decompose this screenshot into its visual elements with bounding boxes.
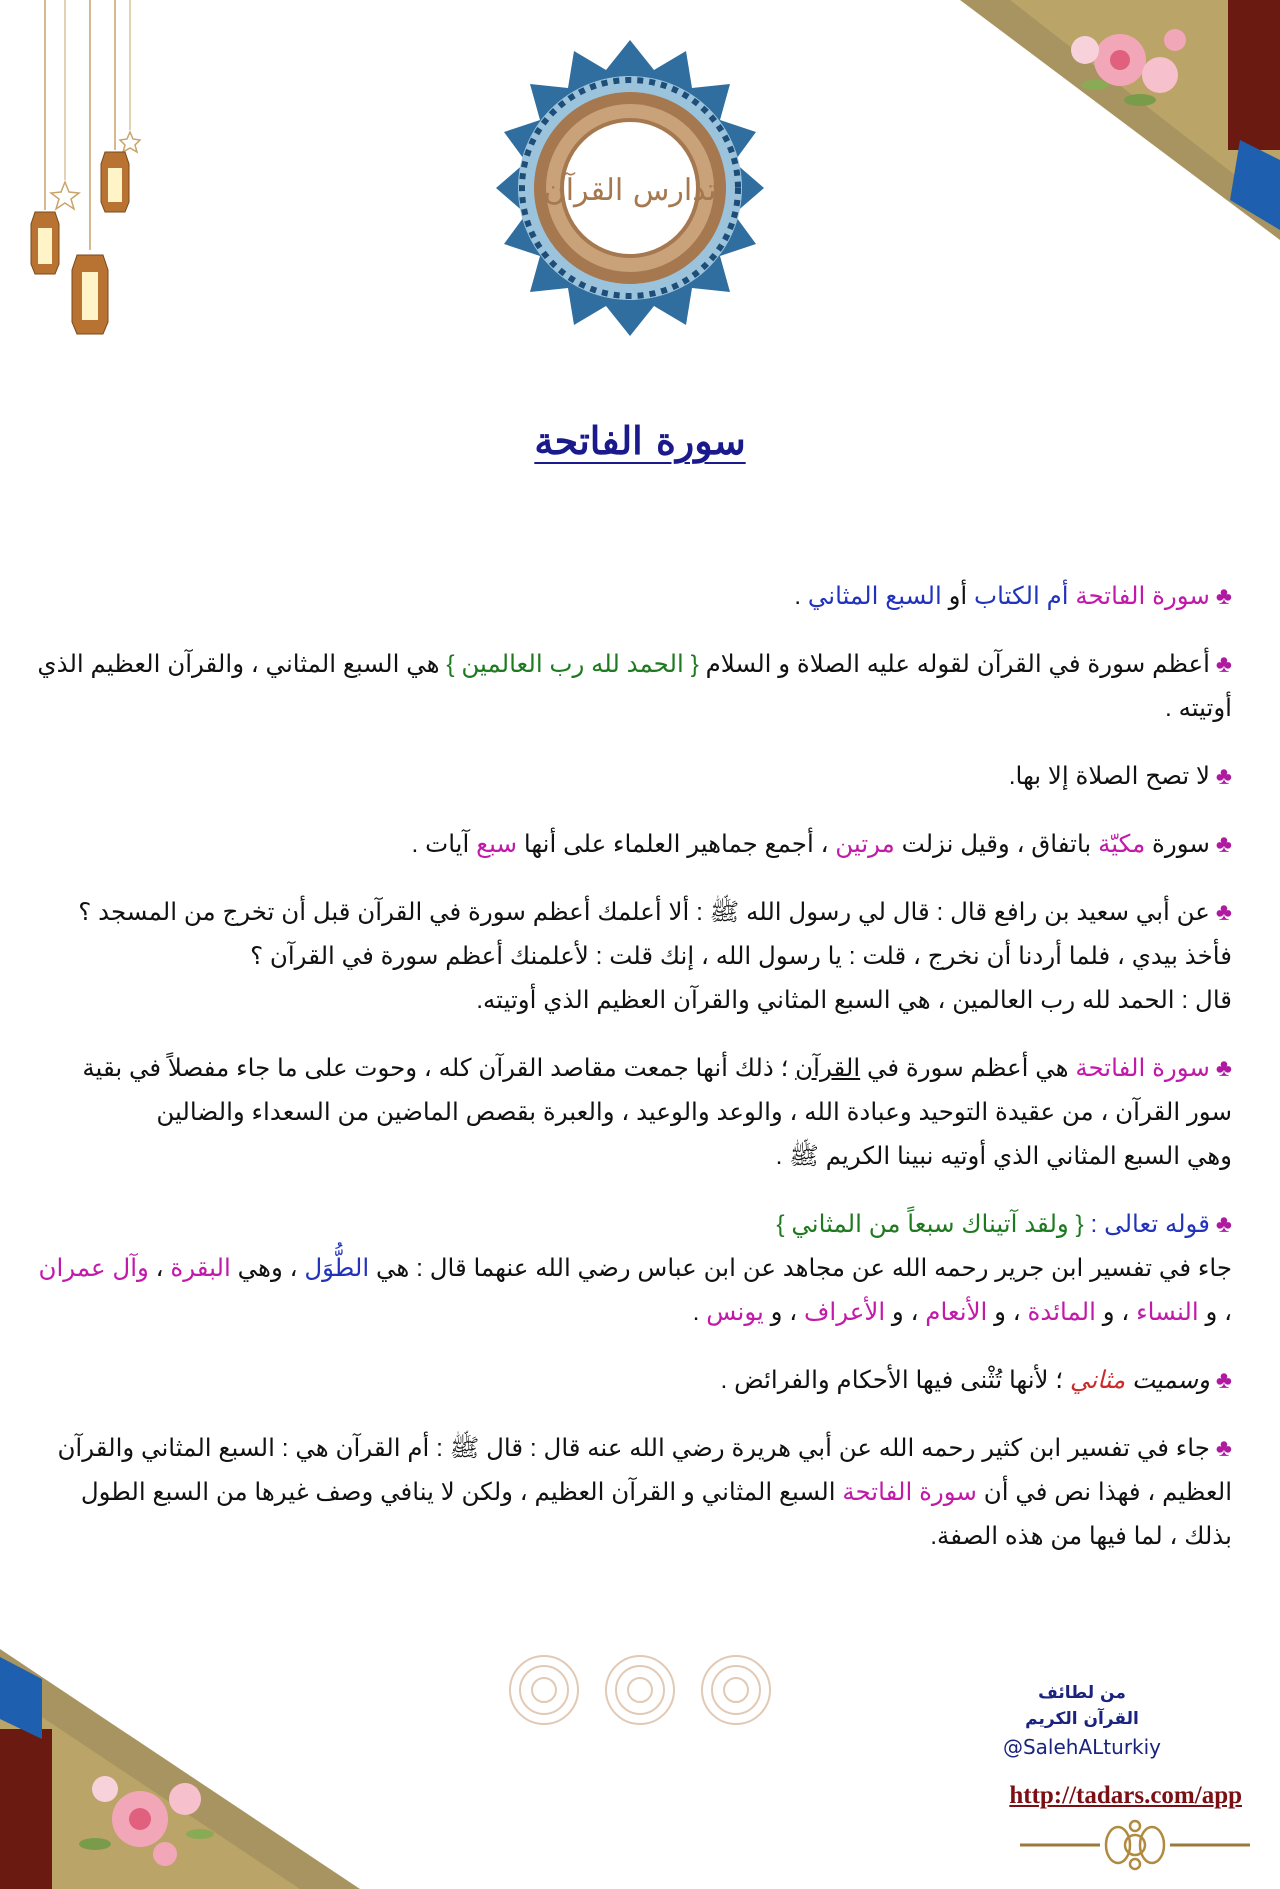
club-bullet-icon: ♣: [1215, 583, 1232, 610]
twitter-handle: @SalehALturkiy: [1002, 1735, 1162, 1759]
tadars-quran-medallion-logo: [480, 38, 780, 338]
website-link[interactable]: http://tadars.com/app: [1009, 1782, 1242, 1809]
club-bullet-icon: ♣: [1215, 651, 1232, 678]
hanging-lanterns-icon: [20, 0, 170, 370]
club-bullet-icon: ♣: [1215, 1211, 1232, 1238]
article-body: [36, 575, 1232, 1583]
signature-line-1: من لطائف: [1038, 1683, 1126, 1703]
paragraph-4: ♣سورة مكيّة باتفاق ، وقيل نزلت مرتين ، أجمع جماهير العلماء على أنها سبع آيات .: [411, 831, 1232, 858]
club-bullet-icon: ♣: [1215, 763, 1232, 790]
page-title: سورة الفاتحة: [534, 418, 746, 463]
club-bullet-icon: ♣: [1215, 831, 1232, 858]
paragraph-3: ♣لا تصح الصلاة إلا بها.: [1008, 763, 1232, 790]
gold-divider-ornament-icon: [1020, 1818, 1250, 1872]
club-bullet-icon: ♣: [1215, 899, 1232, 926]
paragraph-8: ♣وسميت مثاني ؛ لأنها تُثْنى فيها الأحكام والفرائض .: [720, 1367, 1232, 1394]
svg-text:تدارس القرآن: تدارس القرآن: [543, 173, 717, 208]
top-right-floral-corner: [920, 0, 1280, 240]
club-bullet-icon: ♣: [1215, 1367, 1232, 1394]
club-bullet-icon: ♣: [1215, 1435, 1232, 1462]
decorative-rosettes-icon: [500, 1652, 780, 1728]
signature-line-2: القرآن الكريم: [1025, 1709, 1139, 1729]
author-signature: [972, 1680, 1192, 1762]
paragraph-1: ♣سورة الفاتحة أم الكتاب أو السبع المثاني .: [794, 583, 1232, 610]
paragraph-7: ♣قوله تعالى : { ولقد آتيناك سبعاً من المثاني } جاء في تفسير ابن جرير رحمه الله عن مجاهد عن ابن عباس رضي الله عنهما قال : هي الطُّوَل ، وهي البقرة ، وآل عمران ، و النساء ، و المائدة ، و الأنعام ، و الأعراف ، و يونس .: [38, 1211, 1232, 1326]
paragraph-6: ♣سورة الفاتحة هي أعظم سورة في القرآن ؛ ذلك أنها جمعت مقاصد القرآن كله ، وحوت على ما جاء مفصلاً في بقية سور القرآن ، من عقيدة التوحيد وعبادة الله ، والوعد والوعيد ، والعبرة بقصص الماضين من السعداء والضالين وهي السبع المثاني الذي أوتيه نبينا الكريم ﷺ .: [82, 1055, 1232, 1170]
paragraph-5: ♣عن أبي سعيد بن رافع قال : قال لي رسول الله ﷺ : ألا أعلمك أعظم سورة في القرآن قبل أن تخرج من المسجد ؟ فأخذ بيدي ، فلما أردنا أن نخرج ، قلت : يا رسول الله ، إنك قلت : لأعلمنك أعظم سورة في القرآن ؟ قال : الحمد لله رب العالمين ، هي السبع المثاني والقرآن العظيم الذي أوتيته.: [78, 899, 1232, 1014]
paragraph-9: ♣جاء في تفسير ابن كثير رحمه الله عن أبي هريرة رضي الله عنه قال : قال ﷺ : أم القرآن هي : السبع المثاني والقرآن العظيم ، فهذا نص في أن سورة الفاتحة السبع المثاني و القرآن العظيم ، ولكن لا ينافي وصف غيرها من السبع الطول بذلك ، لما فيها من هذه الصفة.: [57, 1435, 1232, 1550]
paragraph-2: ♣أعظم سورة في القرآن لقوله عليه الصلاة و السلام { الحمد لله رب العالمين } هي السبع المثاني ، والقرآن العظيم الذي أوتيته .: [37, 651, 1232, 722]
bottom-left-floral-corner: [0, 1649, 380, 1889]
club-bullet-icon: ♣: [1215, 1055, 1232, 1082]
